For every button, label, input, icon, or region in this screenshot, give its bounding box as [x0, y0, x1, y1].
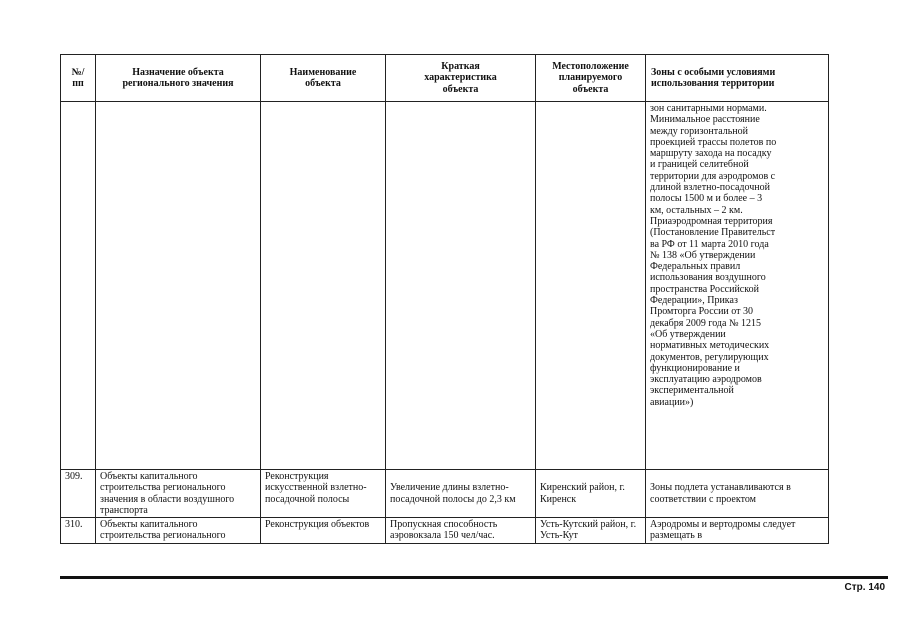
table-header-row: [61, 55, 829, 102]
header-purpose: Назначение объекта регионального значения: [96, 55, 261, 102]
cell-empty: [96, 102, 261, 470]
cell-purpose: Объекты капитального строительства регионального значения в области воздушного транспорта: [96, 470, 261, 518]
cell-empty: [536, 102, 646, 470]
cell-characteristic: Увеличение длины взлетно-посадочной полосы до 2,3 км: [386, 470, 536, 518]
header-characteristic: Краткая характеристика объекта: [386, 55, 536, 102]
cell-empty: [61, 102, 96, 470]
cell-location: Киренский район, г. Киренск: [536, 470, 646, 518]
cell-purpose: Объекты капитального строительства регионального: [96, 518, 261, 544]
cell-empty: [261, 102, 386, 470]
cell-characteristic: Пропускная способность аэровокзала 150 чел/час.: [386, 518, 536, 544]
cell-zones: Зоны подлета устанавливаются в соответствии с проектом: [646, 470, 829, 518]
cell-name: Реконструкция искусственной взлетно-посадочной полосы: [261, 470, 386, 518]
cell-location: Усть-Кутский район, г. Усть-Кут: [536, 518, 646, 544]
cell-zones-continuation: зон санитарными нормами. Минимальное расстояние между горизонтальной проекцией трассы полетов по маршруту захода на посадку и границей селитебной территории для аэродромов с длиной взлетно-посадочной полосы 1500 м и более – 3 км, остальных – 2 км. Приаэродромная территория (Постановление Правительст ва РФ от 11 марта 2010 года № 138 «Об утверждении Федеральных правил использования воздушного пространства Российской Федерации», Приказ Промторга России от 30 декабря 2009 года № 1215 «Об утверждении нормативных методических документов, регулирующих функционирование и эксплуатацию аэродромов экспериментальной авиации»): [646, 102, 829, 470]
cell-zones: Аэродромы и вертодромы следует размещать в: [646, 518, 829, 544]
table-row: [61, 470, 829, 518]
header-special-zones: Зоны с особыми условиями использования территории: [646, 55, 829, 102]
footer-rule: [60, 576, 888, 579]
header-name: Наименование объекта: [261, 55, 386, 102]
cell-empty: [386, 102, 536, 470]
table-row: [61, 518, 829, 544]
cell-number: 309.: [61, 470, 96, 518]
header-number: №/ пп: [61, 55, 96, 102]
page-number: Стр. 140: [844, 582, 885, 593]
table-row-continuation: [61, 102, 829, 470]
header-location: Местоположение планируемого объекта: [536, 55, 646, 102]
cell-name: Реконструкция объектов: [261, 518, 386, 544]
cell-number: 310.: [61, 518, 96, 544]
territory-planning-table: [60, 54, 829, 544]
